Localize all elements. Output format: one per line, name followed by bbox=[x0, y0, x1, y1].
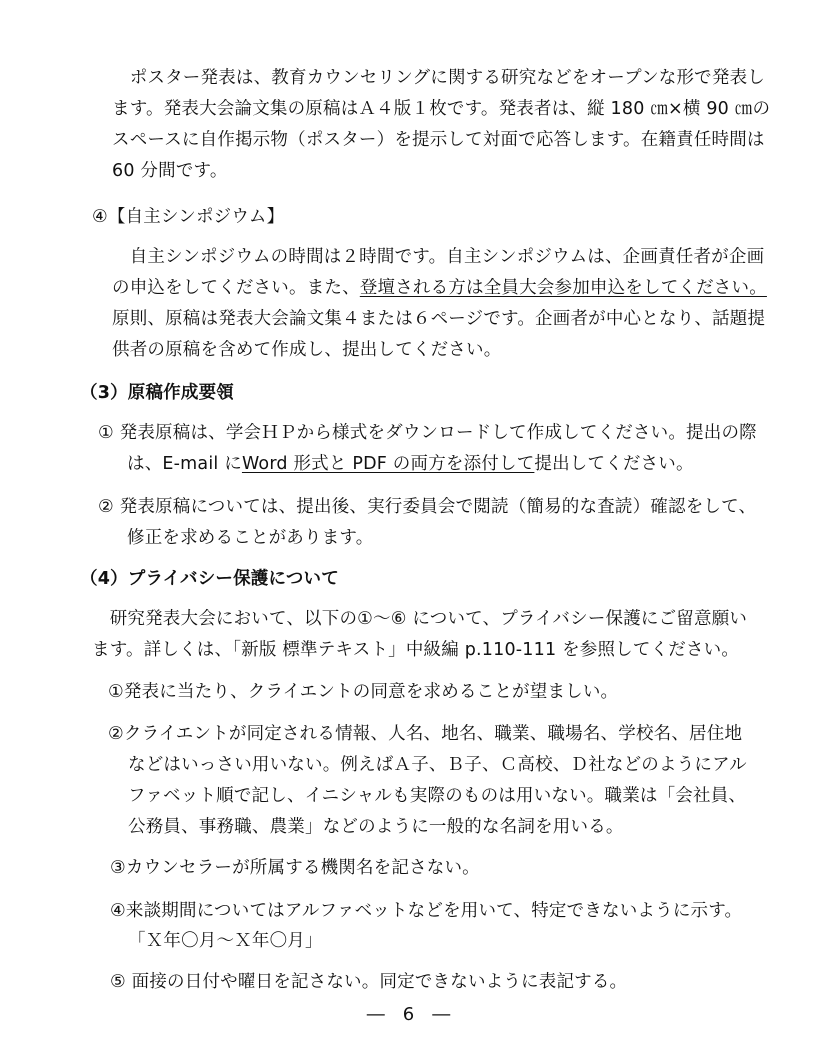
privacy-item-2-line-1: ②クライエントが同定される情報、人名、地名、職業、職場名、学校名、居住地 bbox=[108, 724, 743, 744]
section-4-intro-line-2: ます。詳しくは、「新版 標準テキスト」中級編 p.110-111 を参照してください。 bbox=[92, 640, 740, 660]
privacy-item-3: ③カウンセラーが所属する機関名を記さない。 bbox=[110, 858, 480, 878]
privacy-item-4-line-2: 「Ｘ年〇月～Ｘ年〇月」 bbox=[128, 931, 323, 951]
section-3-item-2-line-1: ② 発表原稿については、提出後、実行委員会で閲読（簡易的な査読）確認をして、 bbox=[98, 497, 757, 517]
poster-line-3: スペースに自作掲示物（ポスター）を提示して対面で応答します。在籍責任時間は bbox=[112, 130, 765, 150]
symposium-line-2 bbox=[112, 277, 767, 299]
format-requirement-note: Word 形式と PDF の両方を添付して bbox=[241, 454, 535, 474]
symposium-line-1: 自主シンポジウムの時間は２時間です。自主シンポジウムは、企画責任者が企画 bbox=[112, 247, 765, 267]
section-3-item-2-line-2: 修正を求めることがあります。 bbox=[127, 528, 374, 548]
privacy-item-2-line-3: ファベット順で記し、イニシャルも実際のものは用いない。職業は「会社員、 bbox=[128, 786, 747, 806]
privacy-item-5: ⑤ 面接の日付や曜日を記さない。同定できないように表記する。 bbox=[110, 972, 628, 992]
section-3-heading: （3）原稿作成要領 bbox=[80, 383, 234, 403]
privacy-item-2-line-2: などはいっさい用いない。例えばＡ子、Ｂ子、Ｃ高校、Ｄ社などのようにアル bbox=[128, 755, 747, 775]
poster-line-2: ます。発表大会論文集の原稿はＡ４版１枚です。発表者は、縦 180 ㎝×横 90 ㎝の bbox=[112, 99, 771, 119]
symposium-line-4: 供者の原稿を含めて作成し、提出してください。 bbox=[112, 340, 502, 360]
section-3-item-1-line-1: ① 発表原稿は、学会ＨＰから様式をダウンロードして作成してください。提出の際 bbox=[98, 423, 757, 443]
privacy-item-2-line-4: 公務員、事務職、農業」などのように一般的な名詞を用いる。 bbox=[128, 817, 624, 837]
symposium-line-3: 原則、原稿は発表大会論文集４または６ページです。企画者が中心となり、話題提 bbox=[112, 309, 766, 329]
section-3-item-1-line-2 bbox=[127, 453, 694, 475]
section-4-heading: （4）プライバシー保護について bbox=[80, 569, 339, 589]
symposium-line-2-text: の申込をしてください。また、 bbox=[112, 278, 360, 298]
section-4-intro-line-1: 研究発表大会において、以下の①～⑥ について、プライバシー保護にご留意願い bbox=[92, 609, 748, 629]
poster-line-4: 60 分間です。 bbox=[112, 161, 228, 181]
poster-line-1: ポスター発表は、教育カウンセリングに関する研究などをオープンな形で発表し bbox=[112, 68, 765, 88]
item-1-text-pre: は、E-mail に bbox=[127, 454, 242, 474]
item-1-text-post: 提出してください。 bbox=[534, 454, 694, 474]
symposium-heading: ④【自主シンポジウム】 bbox=[92, 207, 285, 227]
privacy-item-1: ①発表に当たり、クライエントの同意を求めることが望ましい。 bbox=[108, 682, 619, 702]
page-number: ― 6 ― bbox=[366, 1004, 451, 1025]
symposium-registration-note: 登壇される方は全員大会参加申込をしてください。 bbox=[359, 278, 767, 298]
privacy-item-4-line-1: ④来談期間についてはアルファベットなどを用いて、特定できないように示す。 bbox=[110, 901, 743, 921]
